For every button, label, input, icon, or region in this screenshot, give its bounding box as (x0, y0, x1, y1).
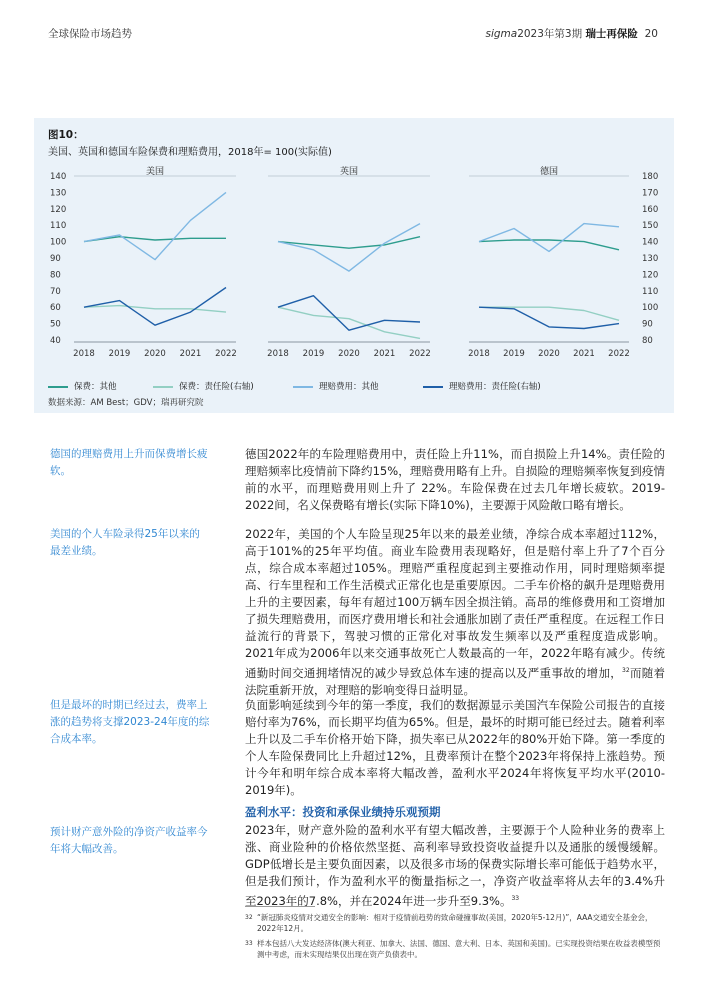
y-tick-label-right: 110 (642, 286, 659, 297)
x-tick-label: 2019 (503, 349, 525, 359)
footnote-text: “新冠肺炎疫情对交通安全的影响：相对于疫情前趋势的致命碰撞事故(美国，2020年5-12月)”，AAA交通安全基金会，2022年12月。 (257, 913, 653, 933)
footnote-divider (245, 906, 315, 907)
y-tick-label-left: 140 (50, 172, 67, 182)
x-tick-label: 2021 (179, 349, 202, 359)
legend-swatch (153, 386, 173, 388)
line-charts (34, 118, 674, 378)
footnote-number: 33 (245, 940, 253, 947)
x-tick-label: 2018 (267, 349, 289, 359)
paragraph-profitability (245, 822, 665, 910)
y-tick-label-left: 90 (50, 254, 61, 264)
x-tick-label: 2018 (468, 349, 490, 359)
running-header-title: 全球保险市场趋势 (48, 28, 132, 40)
legend-swatch (48, 386, 68, 388)
issue-label: 2023年第3期 (517, 28, 583, 40)
brand-label: 瑞士再保险 (585, 28, 638, 40)
sigma-label: sigma (485, 28, 518, 40)
y-tick-label-right: 130 (642, 254, 659, 264)
y-tick-label-right: 140 (642, 237, 659, 248)
y-tick-label-left: 60 (50, 303, 61, 314)
x-tick-label: 2022 (608, 349, 630, 359)
y-tick-label-left: 100 (50, 237, 67, 248)
y-tick-label-left: 40 (50, 336, 61, 346)
y-tick-label-right: 100 (642, 303, 659, 314)
y-tick-label-right: 160 (642, 204, 659, 215)
y-tick-label-left: 130 (50, 188, 67, 199)
figure-title: 美国、英国和德国车险保费和理赔费用，2018年= 100(实际值) (48, 147, 332, 158)
sidenote-us-personal-auto: 美国的个人车险录得25年以来的最差业绩。 (50, 528, 200, 557)
series-line (479, 307, 619, 328)
series-line (479, 224, 619, 252)
sidenote-germany: 德国的理赔费用上升而保费增长疲软。 (50, 448, 208, 477)
legend-premium-liability (153, 380, 254, 392)
footnote-ref-32: 32 (622, 667, 630, 674)
x-tick-label: 2020 (538, 349, 560, 359)
figure-source: 数据来源：AM Best；GDV；瑞再研究院 (48, 398, 204, 408)
legend-label: 保费：其他 (74, 382, 117, 392)
paragraph-outlook: 负面影响延续到今年的第一季度，我们的数据源显示美国汽车保险公司报告的直接赔付率为76%，而长期平均值为65%。但是，最坏的时期可能已经过去。随着利率上升以及二手车价格开始下降，损失率已从2022年的80%开始下降。第一季度的个人车险保费同比上升超过12%，且费率预计在整个2023年将保持上涨趋势。预计今年和明年综合成本率将大幅改善，盈利水平2024年将恢复平均水平(2010-2019年)。 (245, 698, 665, 797)
y-tick-label-right: 90 (642, 319, 653, 330)
y-tick-label-left: 120 (50, 204, 67, 215)
series-line (479, 240, 619, 250)
footnote-32 (245, 912, 665, 934)
figure-label: 图10： (48, 129, 84, 141)
panel-title: 美国 (145, 167, 165, 177)
x-tick-label: 2021 (373, 349, 396, 359)
legend-swatch (423, 386, 443, 388)
y-tick-label-right: 180 (642, 172, 659, 182)
running-header-issue (485, 26, 658, 41)
legend-premium-other (48, 380, 117, 392)
y-tick-label-left: 50 (50, 319, 61, 330)
paragraph-us-text: 2022年，美国的个人车险呈现25年以来的最差业绩，净综合成本率超过112%，高于101%的25年平均值。商业车险费用表现略好，但是赔付率上升了7个百分点，综合成本率超过105%。理赔严重程度起到主要推动作用，同时理赔频率提高、行车里程和工作生活模式正常化也是重要原因。二手车价格的飙升是理赔费用上升的主要因素，每年有超过100万辆车因全损注销。高昂的维修费用和工资增加了损失理赔费用，而医疗费用增长和社会通胀加剧了责任严重程度。在远程工作日益流行的背景下，驾驶习惯的正常化对事故发生频率以及严重程度造成影响。2021年成为2006年以来交通事故死亡人数最高的一年，2022年略有减少。传统通勤时间交通拥堵情况的减少导致总体车速的提高以及严重事故的增加， (245, 527, 665, 680)
legend-label: 理赔费用：其他 (319, 382, 379, 392)
panel-title: 英国 (339, 167, 359, 177)
legend-claims-other (293, 380, 379, 392)
section-heading: 盈利水平：投资和承保业绩持乐观预期 (245, 805, 441, 819)
x-tick-label: 2019 (108, 349, 131, 359)
series-line (278, 224, 420, 272)
paragraph-profitability-text: 2023年，财产意外险的盈利水平有望大幅改善，主要源于个人险种业务的费率上涨、商业险种的价格依然坚挺、高利率导致投资收益提升以及通胀的缓慢缓解。GDP低增长是主要负面因素，以及很多市场的保费实际增长率可能低于趋势水平，但是我们预计，作为盈利水平的衡量指标之一，净资产收益率将从去年的3.4%升至2023年的7.8%，并在2024年进一步升至9.3%。 (245, 823, 665, 908)
series-line (84, 192, 226, 259)
x-tick-label: 2022 (215, 349, 237, 359)
legend-label: 理赔费用：责任险(右轴) (449, 382, 541, 392)
series-line (278, 307, 420, 338)
page-number: 20 (644, 28, 658, 40)
footnote-ref-33: 33 (511, 895, 520, 902)
x-tick-label: 2021 (573, 349, 595, 359)
sidenote-rate-outlook: 但是最坏的时期已经过去，费率上涨的趋势将支撑2023-24年度的综合成本率。 (50, 699, 210, 745)
y-tick-label-left: 70 (50, 286, 61, 297)
legend-label: 保费：责任险(右轴) (179, 382, 254, 392)
x-tick-label: 2019 (302, 349, 325, 359)
y-tick-label-right: 150 (642, 221, 659, 232)
series-line (84, 306, 226, 313)
y-tick-label-right: 170 (642, 188, 659, 199)
legend-claims-liability (423, 380, 541, 392)
legend-swatch (293, 386, 313, 388)
series-line (278, 296, 420, 331)
footnote-number: 32 (245, 914, 253, 921)
y-tick-label-right: 80 (642, 336, 653, 346)
paragraph-us (245, 526, 665, 699)
paragraph-us-tail: 而随着法院重新开放，对理赔的影响变得日益明显。 (245, 665, 666, 697)
figure-panel (34, 118, 674, 413)
y-tick-label-left: 110 (50, 221, 67, 232)
chart-legend (48, 380, 668, 394)
footnote-text: 样本包括八大发达经济体(澳大利亚、加拿大、法国、德国、意大利、日本、英国和美国)。已实现投资结果在收益表模型预测中考虑，而未实现结果仅出现在资产负债表中。 (257, 939, 661, 959)
sidenote-roe: 预计财产意外险的净资产收益率今年将大幅改善。 (50, 826, 208, 855)
paragraph-germany: 德国2022年的车险理赔费用中，责任险上升11%，而自损险上升14%。责任险的理赔频率比疫情前下降约15%，理赔费用略有上升。自损险的理赔频率恢复到疫情前的水平，而理赔费用则上升了 22%。车险保费在过去几年增长疲软。2019-2022间，名义保费略有增长(实际下降10%)，主要源于风险敞口略有增长。 (245, 447, 665, 512)
panel-title: 德国 (539, 167, 559, 177)
y-tick-label-left: 80 (50, 270, 61, 281)
series-line (479, 307, 619, 320)
x-tick-label: 2020 (338, 349, 360, 359)
x-tick-label: 2018 (73, 349, 95, 359)
x-tick-label: 2022 (409, 349, 431, 359)
x-tick-label: 2020 (144, 349, 166, 359)
footnote-33 (245, 938, 665, 960)
y-tick-label-right: 120 (642, 270, 659, 281)
